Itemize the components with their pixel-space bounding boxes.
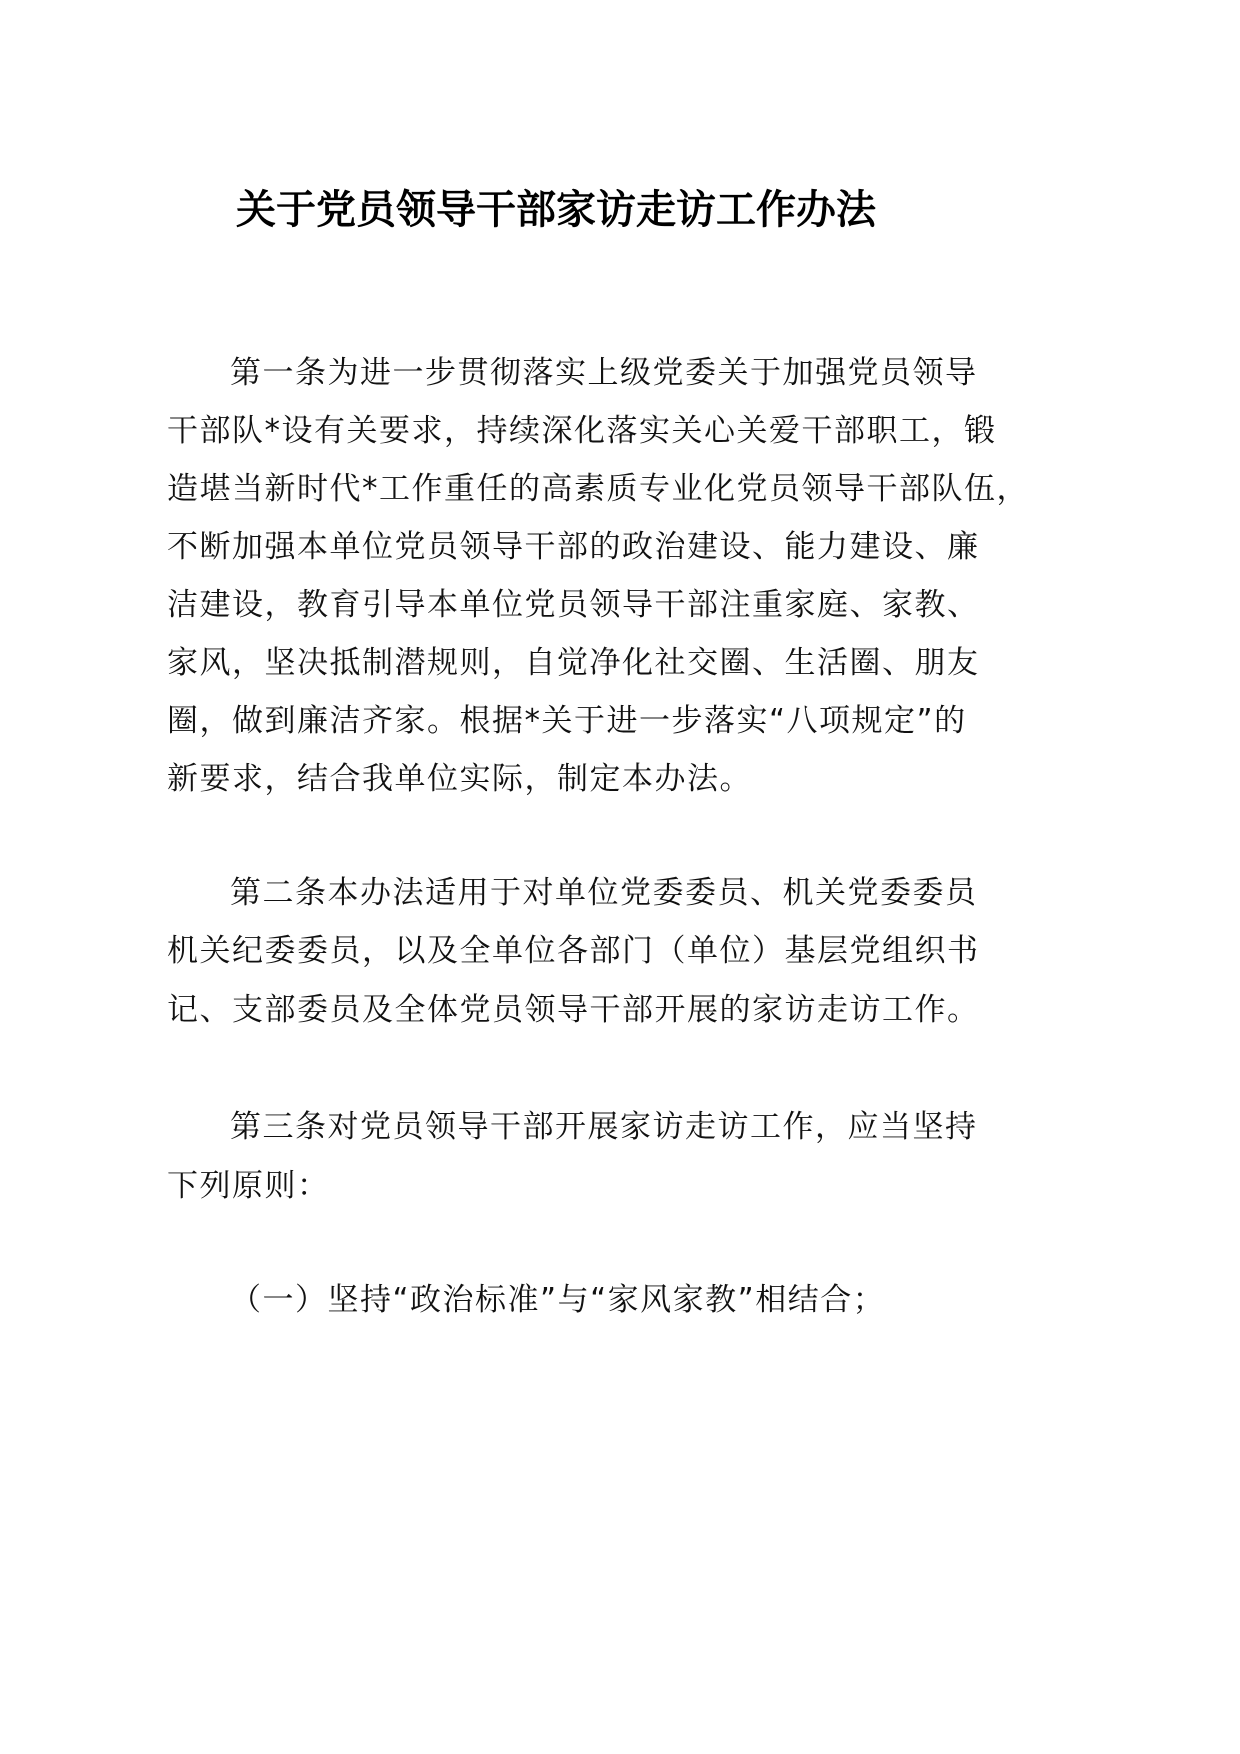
article-3-line-2: 下列原则： xyxy=(167,1168,330,1204)
principle-1-line-1: （一）坚持“政治标准”与“家风家教”相结合； xyxy=(230,1282,886,1318)
article-1-line-1: 第一条为进一步贯彻落实上级党委关于加强党员领导 xyxy=(230,355,978,391)
article-2-line-1: 第二条本办法适用于对单位党委委员、机关党委委员 xyxy=(230,875,978,911)
article-1-line-5: 洁建设，教育引导本单位党员领导干部注重家庭、家教、 xyxy=(167,587,980,623)
document-title: 关于党员领导干部家访走访工作办法 xyxy=(236,187,876,233)
article-1-line-6: 家风，坚决抵制潜规则，自觉净化社交圈、生活圈、朋友 xyxy=(167,645,980,681)
article-2-line-3: 记、支部委员及全体党员领导干部开展的家访走访工作。 xyxy=(167,992,980,1028)
article-1-line-4: 不断加强本单位党员领导干部的政治建设、能力建设、廉 xyxy=(167,529,980,565)
article-3-line-1: 第三条对党员领导干部开展家访走访工作，应当坚持 xyxy=(230,1109,978,1145)
article-1-line-2: 干部队*设有关要求，持续深化落实关心关爱干部职工，锻 xyxy=(167,413,997,449)
article-1-line-8: 新要求，结合我单位实际，制定本办法。 xyxy=(167,761,752,797)
article-2-line-2: 机关纪委委员，以及全单位各部门（单位）基层党组织书 xyxy=(167,933,980,969)
article-1-line-3: 造堪当新时代*工作重任的高素质专业化党员领导干部队伍， xyxy=(167,471,1029,507)
article-1-line-7: 圈，做到廉洁齐家。根据*关于进一步落实“八项规定”的 xyxy=(167,703,967,739)
